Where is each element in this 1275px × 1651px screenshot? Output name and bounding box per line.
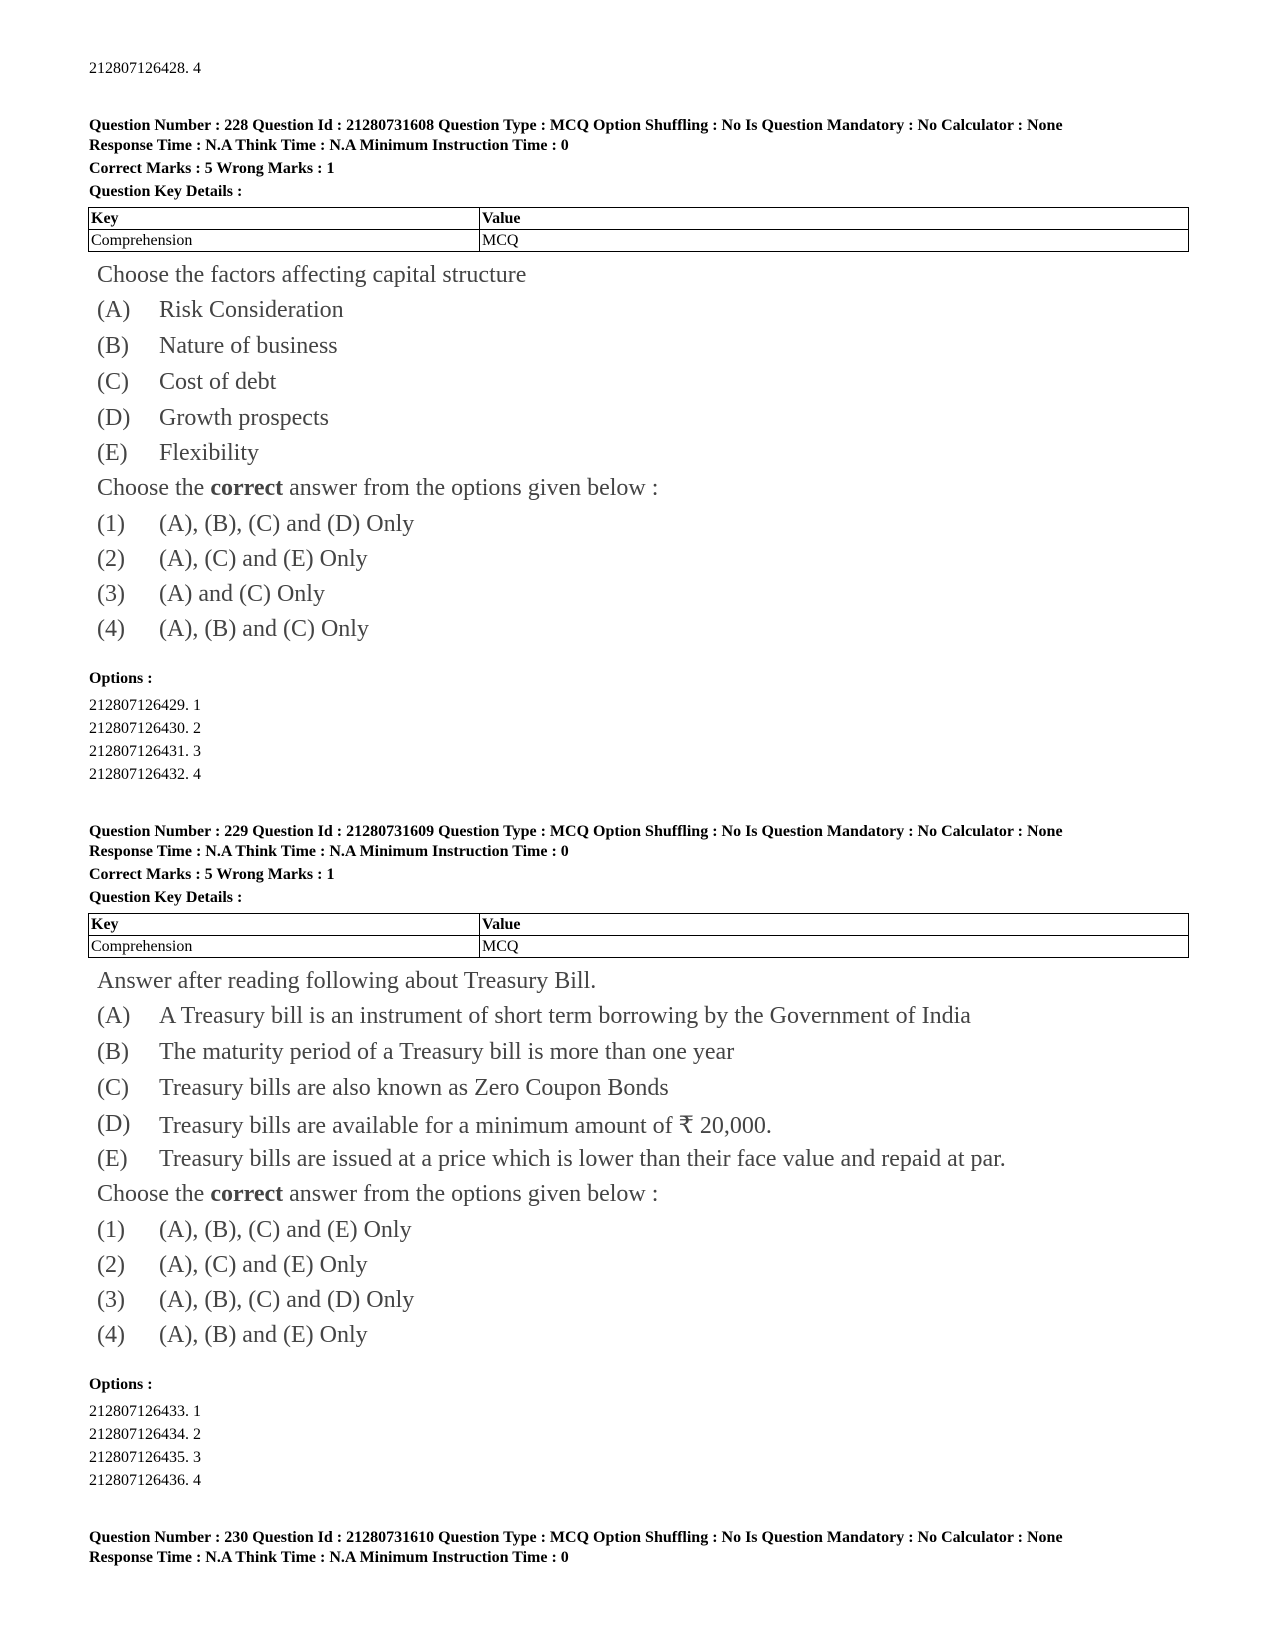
q229-options-label: Options :: [89, 1376, 153, 1393]
q228-stem: Choose the factors affecting capital structure: [97, 262, 527, 288]
q229-stem: Answer after reading following about Treasury Bill.: [97, 968, 597, 994]
q228-meta-line2: Response Time : N.A Think Time : N.A Minimum Instruction Time : 0: [89, 137, 569, 154]
q228-options-label: Options :: [89, 670, 153, 687]
q228-options-list: [89, 694, 201, 786]
q229-meta-line1: Question Number : 229 Question Id : 21280731609 Question Type : MCQ Option Shuffling : No Is Question Mandatory : No Calculator : None: [89, 823, 1063, 840]
q228-instruction: Choose the correct answer from the options given below :: [97, 475, 659, 501]
list-item: 212807126432. 4: [89, 766, 201, 783]
table-row: [89, 936, 1189, 958]
q229-marks: Correct Marks : 5 Wrong Marks : 1: [89, 866, 335, 883]
table-header-value: Value: [480, 914, 1189, 936]
previous-option-line: 212807126428. 4: [89, 60, 201, 77]
q230-meta-line1: Question Number : 230 Question Id : 21280731610 Question Type : MCQ Option Shuffling : No Is Question Mandatory : No Calculator : None: [89, 1529, 1063, 1546]
q228-key-table: [88, 207, 1189, 252]
table-cell-key: Comprehension: [89, 936, 480, 958]
list-item: 212807126436. 4: [89, 1472, 201, 1489]
table-row: [89, 230, 1189, 252]
list-item: 212807126433. 1: [89, 1403, 201, 1420]
q229-instruction: Choose the correct answer from the options given below :: [97, 1181, 659, 1207]
list-item: 212807126430. 2: [89, 720, 201, 737]
list-item: 212807126431. 3: [89, 743, 201, 760]
list-item: 212807126429. 1: [89, 697, 201, 714]
q229-options-list: [89, 1400, 201, 1492]
table-header-key: Key: [89, 914, 480, 936]
table-header-row: [89, 914, 1189, 936]
table-cell-key: Comprehension: [89, 230, 480, 252]
list-item: 212807126435. 3: [89, 1449, 201, 1466]
q229-key-table: [88, 913, 1189, 958]
q229-meta: [89, 822, 1063, 862]
q229-question-image: Answer after reading following about Treasury Bill. (A) A Treasury bill is an instrument of short term borrowing by the Government of India (B) The maturity period of a Treasury bill is more than one year (C) Treasury bills are also known as Zero Coupon Bonds (D) Treasury bills are available for a minimum amount of ₹ 20,000. (E) Treasury bills are issued at a price which is lower than their face value and repaid at par. Choose the correct answer from the options given below : (1) (A), (B), (C) and (E) Only (2) (A), (C) and (E) Only (3) (A), (B), (C) and (D) Only (4) (A), (B) and (E) Only: [97, 968, 1006, 1348]
q228-meta-line1: Question Number : 228 Question Id : 21280731608 Question Type : MCQ Option Shuffling : No Is Question Mandatory : No Calculator : None: [89, 117, 1063, 134]
table-cell-value: MCQ: [480, 230, 1189, 252]
q228-question-image: Choose the factors affecting capital structure (A) Risk Consideration (B) Nature of business (C) Cost of debt (D) Growth prospects (E) Flexibility Choose the correct answer from the options given below : (1) (A), (B), (C) and (D) Only (2) (A), (C) and (E) Only (3) (A) and (C) Only (4) (A), (B) and (C) Only: [97, 262, 659, 642]
q230-meta-line2: Response Time : N.A Think Time : N.A Minimum Instruction Time : 0: [89, 1549, 569, 1566]
table-header-key: Key: [89, 208, 480, 230]
q229-meta-line2: Response Time : N.A Think Time : N.A Minimum Instruction Time : 0: [89, 843, 569, 860]
q228-meta: [89, 116, 1063, 156]
table-header-row: [89, 208, 1189, 230]
table-header-value: Value: [480, 208, 1189, 230]
table-cell-value: MCQ: [480, 936, 1189, 958]
list-item: 212807126434. 2: [89, 1426, 201, 1443]
q228-key-details-label: Question Key Details :: [89, 183, 243, 200]
q228-marks: Correct Marks : 5 Wrong Marks : 1: [89, 160, 335, 177]
q229-key-details-label: Question Key Details :: [89, 889, 243, 906]
q230-meta: [89, 1528, 1063, 1568]
